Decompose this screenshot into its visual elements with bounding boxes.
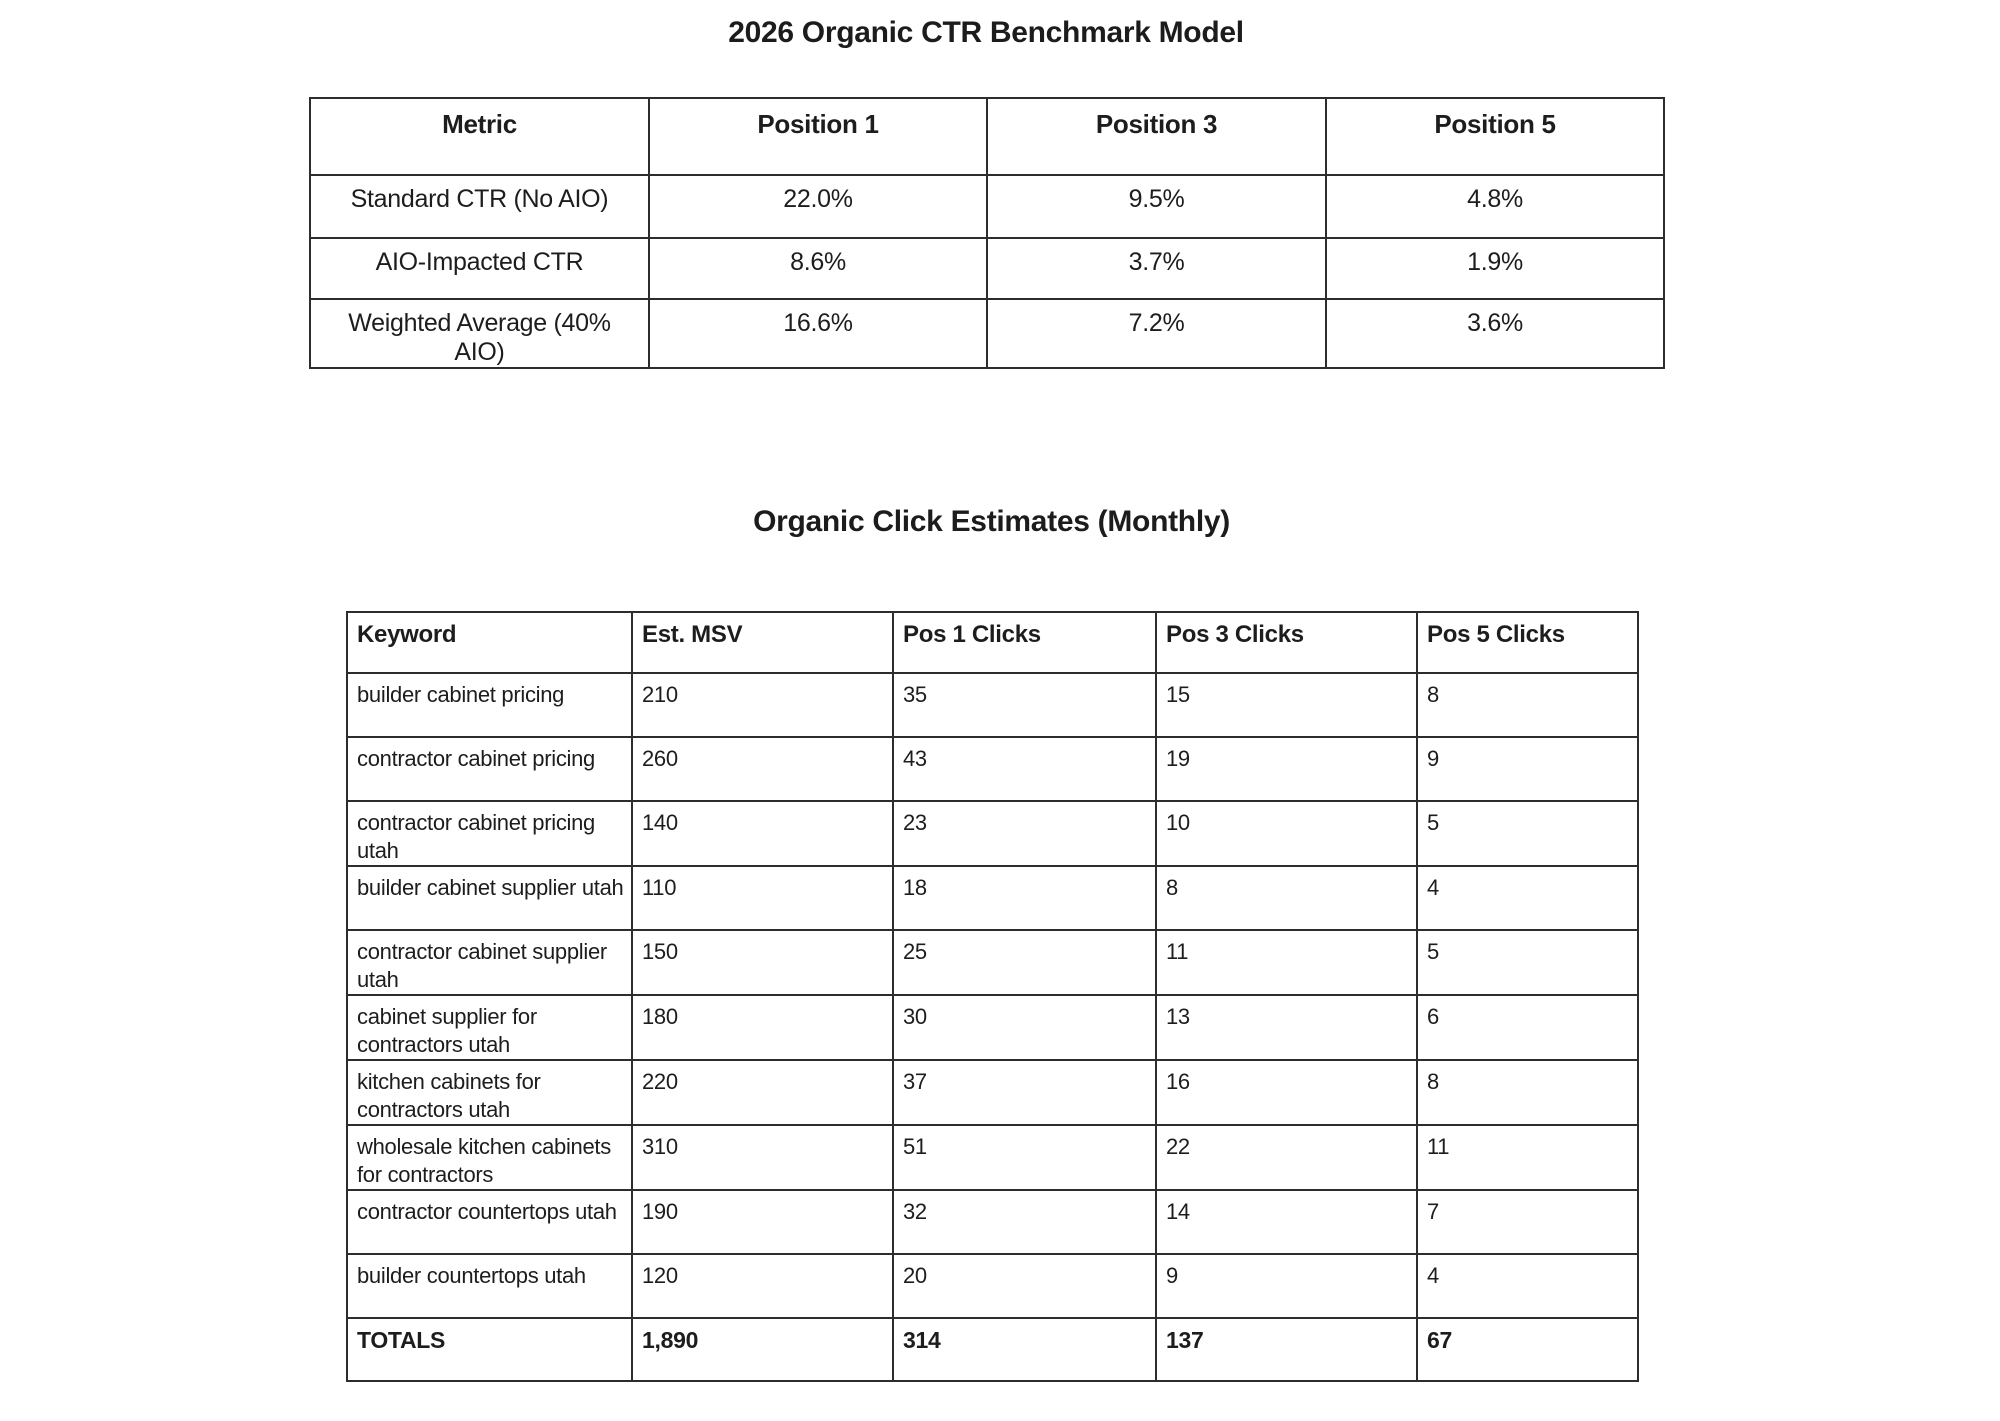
totals-row (347, 1318, 1638, 1381)
pos3-clicks-cell: 19 (1156, 737, 1417, 801)
pos3-clicks-cell: 16 (1156, 1060, 1417, 1125)
keyword-cell: contractor cabinet supplier utah (347, 930, 632, 995)
pos3-clicks-cell: 10 (1156, 801, 1417, 866)
keyword-cell: contractor cabinet pricing (347, 737, 632, 801)
pos3-clicks-cell: 11 (1156, 930, 1417, 995)
table-row (347, 737, 1638, 801)
metric-cell: Weighted Average (40% AIO) (310, 299, 649, 368)
msv-cell: 180 (632, 995, 893, 1060)
pos5-clicks-cell: 5 (1417, 930, 1638, 995)
pos3-clicks-cell: 14 (1156, 1190, 1417, 1254)
pos5-ctr-cell: 3.6% (1326, 299, 1664, 368)
benchmark-table-title: 2026 Organic CTR Benchmark Model (728, 16, 1244, 49)
table-row (347, 801, 1638, 866)
msv-cell: 210 (632, 673, 893, 737)
pos1-clicks-cell: 23 (893, 801, 1156, 866)
pos1-clicks-cell: 18 (893, 866, 1156, 930)
table-row (347, 1190, 1638, 1254)
keyword-cell: builder cabinet supplier utah (347, 866, 632, 930)
pos1-ctr-cell: 16.6% (649, 299, 987, 368)
totals-pos5-clicks-cell: 67 (1417, 1318, 1638, 1381)
msv-cell: 310 (632, 1125, 893, 1190)
totals-label-cell: TOTALS (347, 1318, 632, 1381)
click-estimates-table (346, 611, 1639, 1382)
msv-cell: 110 (632, 866, 893, 930)
metric-cell: AIO-Impacted CTR (310, 238, 649, 299)
table-row (347, 1060, 1638, 1125)
msv-cell: 150 (632, 930, 893, 995)
pos1-clicks-cell: 20 (893, 1254, 1156, 1318)
table-row (347, 866, 1638, 930)
pos3-ctr-cell: 7.2% (987, 299, 1326, 368)
table-row (347, 1125, 1638, 1190)
pos1-clicks-cell: 43 (893, 737, 1156, 801)
msv-cell: 140 (632, 801, 893, 866)
totals-pos1-clicks-cell: 314 (893, 1318, 1156, 1381)
table-row (347, 1254, 1638, 1318)
position-3-column-header: Position 3 (987, 98, 1326, 175)
benchmark-header-row (310, 98, 1664, 175)
click-estimates-header-row (347, 612, 1638, 673)
keyword-cell: builder cabinet pricing (347, 673, 632, 737)
click-estimates-table-title: Organic Click Estimates (Monthly) (753, 505, 1230, 538)
pos1-clicks-cell: 35 (893, 673, 1156, 737)
table-row (310, 238, 1664, 299)
pos1-ctr-cell: 22.0% (649, 175, 987, 238)
pos3-clicks-column-header: Pos 3 Clicks (1156, 612, 1417, 673)
pos3-clicks-cell: 9 (1156, 1254, 1417, 1318)
table-row (310, 175, 1664, 238)
msv-cell: 190 (632, 1190, 893, 1254)
table-row (347, 995, 1638, 1060)
pos1-clicks-cell: 51 (893, 1125, 1156, 1190)
pos1-clicks-cell: 30 (893, 995, 1156, 1060)
totals-msv-cell: 1,890 (632, 1318, 893, 1381)
table-row (347, 673, 1638, 737)
pos5-clicks-column-header: Pos 5 Clicks (1417, 612, 1638, 673)
keyword-cell: contractor cabinet pricing utah (347, 801, 632, 866)
pos1-ctr-cell: 8.6% (649, 238, 987, 299)
pos5-clicks-cell: 4 (1417, 866, 1638, 930)
pos5-clicks-cell: 8 (1417, 1060, 1638, 1125)
benchmark-table (309, 97, 1665, 369)
pos5-ctr-cell: 1.9% (1326, 238, 1664, 299)
pos3-ctr-cell: 3.7% (987, 238, 1326, 299)
pos5-clicks-cell: 11 (1417, 1125, 1638, 1190)
pos3-ctr-cell: 9.5% (987, 175, 1326, 238)
est-msv-column-header: Est. MSV (632, 612, 893, 673)
table-row (310, 299, 1664, 368)
pos5-clicks-cell: 5 (1417, 801, 1638, 866)
keyword-cell: contractor countertops utah (347, 1190, 632, 1254)
position-5-column-header: Position 5 (1326, 98, 1664, 175)
table-row (347, 930, 1638, 995)
keyword-column-header: Keyword (347, 612, 632, 673)
keyword-cell: kitchen cabinets for contractors utah (347, 1060, 632, 1125)
pos5-clicks-cell: 7 (1417, 1190, 1638, 1254)
pos5-clicks-cell: 9 (1417, 737, 1638, 801)
pos3-clicks-cell: 22 (1156, 1125, 1417, 1190)
pos1-clicks-cell: 37 (893, 1060, 1156, 1125)
pos1-clicks-cell: 25 (893, 930, 1156, 995)
pos5-clicks-cell: 6 (1417, 995, 1638, 1060)
metric-column-header: Metric (310, 98, 649, 175)
pos3-clicks-cell: 15 (1156, 673, 1417, 737)
totals-pos3-clicks-cell: 137 (1156, 1318, 1417, 1381)
pos1-clicks-cell: 32 (893, 1190, 1156, 1254)
metric-cell: Standard CTR (No AIO) (310, 175, 649, 238)
msv-cell: 260 (632, 737, 893, 801)
msv-cell: 220 (632, 1060, 893, 1125)
keyword-cell: wholesale kitchen cabinets for contractors (347, 1125, 632, 1190)
pos5-clicks-cell: 8 (1417, 673, 1638, 737)
keyword-cell: builder countertops utah (347, 1254, 632, 1318)
msv-cell: 120 (632, 1254, 893, 1318)
pos5-clicks-cell: 4 (1417, 1254, 1638, 1318)
pos3-clicks-cell: 8 (1156, 866, 1417, 930)
position-1-column-header: Position 1 (649, 98, 987, 175)
pos3-clicks-cell: 13 (1156, 995, 1417, 1060)
pos1-clicks-column-header: Pos 1 Clicks (893, 612, 1156, 673)
pos5-ctr-cell: 4.8% (1326, 175, 1664, 238)
keyword-cell: cabinet supplier for contractors utah (347, 995, 632, 1060)
